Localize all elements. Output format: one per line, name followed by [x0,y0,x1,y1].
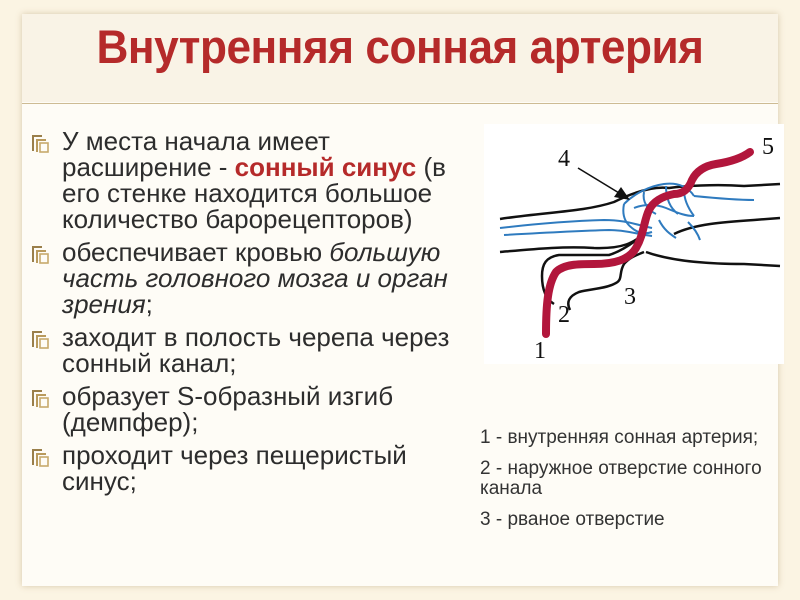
diagram-label-5: 5 [762,134,774,160]
upper-bone-contour [500,184,780,219]
diagram-legend [480,428,780,541]
sinus-vessel-e [634,205,694,216]
bullet-item [30,383,460,435]
sinus-vessel-i [659,220,676,238]
pointer-arrow-line [578,168,624,196]
sinus-vessel-k [694,196,754,200]
bullet-item [30,239,460,317]
legend-item-3: 3 - рваное отверстие [480,509,665,530]
diagram-label-2: 2 [558,302,570,328]
internal-carotid-artery [546,152,750,334]
bullet-text: обеспечивает кровью [62,237,330,267]
artery-diagram-svg [484,124,784,364]
bullet-text: проходит через пещеристый синус; [62,440,407,496]
highlighted-term: сонный синус [234,152,417,182]
sinus-vessel-j [688,222,700,240]
bullet-list [30,128,460,501]
cavernous-sinus [500,184,754,240]
bullet-icon [30,243,50,265]
legend-item-1: 1 - внутренняя сонная артерия; [480,427,759,448]
italic-text: большую часть головного мозга и орган зрения [62,237,448,319]
pointer-arrow-head [614,187,630,200]
bullet-icon [30,328,50,350]
title-divider [22,103,778,104]
lower-bone-contour [646,252,780,266]
sinus-vessel-b [504,230,652,236]
legend-item-2: 2 - наружное отверстие сонного канала [480,458,762,499]
bullet-text: образует S-образный изгиб (демпфер); [62,381,394,437]
right-bone-contour [674,218,780,234]
bullet-item [30,128,460,232]
bullet-text: (в его стенке находится большое количество барорецепторов) [62,152,446,234]
pointer-arrow [578,168,630,200]
bullet-icon [30,446,50,468]
diagram-label-1: 1 [534,338,546,364]
bullet-icon [30,132,50,154]
slide-title: Внутренняя сонная артерия [96,20,704,73]
bullet-text: У места начала имеет расширение - [62,126,330,182]
artery-diagram [484,124,784,364]
diagram-label-3: 3 [624,284,636,310]
bullet-item [30,324,460,376]
bullet-text: заходит в полость черепа через сонный канал; [62,322,450,378]
diagram-label-4: 4 [558,146,570,172]
bullet-text: ; [145,289,153,319]
bullet-icon [30,387,50,409]
bullet-item [30,442,460,494]
